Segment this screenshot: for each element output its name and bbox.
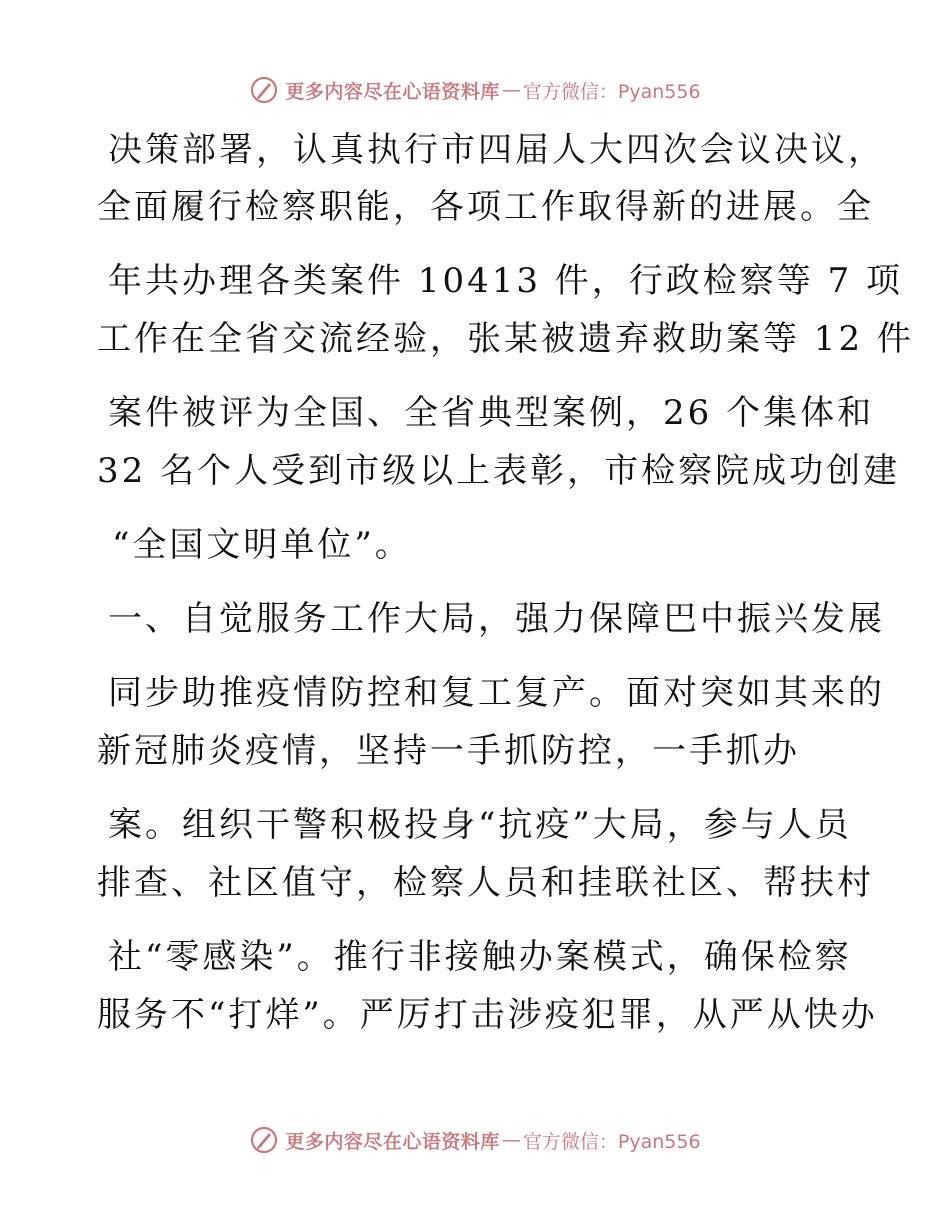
text-line: 服务不“打烊”。严厉打击涉疫犯罪，从严从快办 <box>97 995 878 1035</box>
text-line: 社“零感染”。推行非接触办案模式，确保检察 <box>108 937 852 977</box>
watermark-wechat: 官方微信：Pyan556 <box>522 1130 701 1153</box>
quill-logo-icon <box>249 75 279 105</box>
text-line: 案。组织干警积极投身“抗疫”大局，参与人员 <box>108 805 852 845</box>
watermark-separator: — <box>501 79 521 101</box>
section-heading: 一、自觉服务工作大局，强力保障巴中振兴发展 <box>108 599 885 639</box>
text-line: 新冠肺炎疫情，坚持一手抓防控，一手抓办 <box>97 731 800 771</box>
text-line: 排查、社区值守，检察人员和挂联社区、帮扶村 <box>97 863 874 903</box>
text-line: 32 名个人受到市级以上表彰，市检察院成功创建 <box>97 451 901 491</box>
watermark-text: 更多内容尽在心语资料库 <box>285 80 500 103</box>
text-line: 案件被评为全国、全省典型案例，26 个集体和 <box>108 393 875 433</box>
text-line: 全面履行检察职能，各项工作取得新的进展。全 <box>97 187 874 227</box>
text-line: 决策部署，认真执行市四届人大四次会议决议， <box>108 130 885 170</box>
watermark-separator: — <box>501 1129 521 1151</box>
footer-watermark <box>0 1120 950 1160</box>
header-watermark <box>0 70 950 110</box>
watermark-wechat: 官方微信：Pyan556 <box>522 80 701 103</box>
text-line: 年共办理各类案件 10413 件，行政检察等 7 项 <box>108 261 904 301</box>
text-line: 同步助推疫情防控和复工复产。面对突如其来的 <box>108 673 885 713</box>
text-line: “全国文明单位”。 <box>112 525 412 565</box>
quill-logo-icon <box>249 1125 279 1155</box>
text-line: 工作在全省交流经验，张某被遗弃救助案等 12 件 <box>97 319 914 359</box>
watermark-text: 更多内容尽在心语资料库 <box>285 1130 500 1153</box>
